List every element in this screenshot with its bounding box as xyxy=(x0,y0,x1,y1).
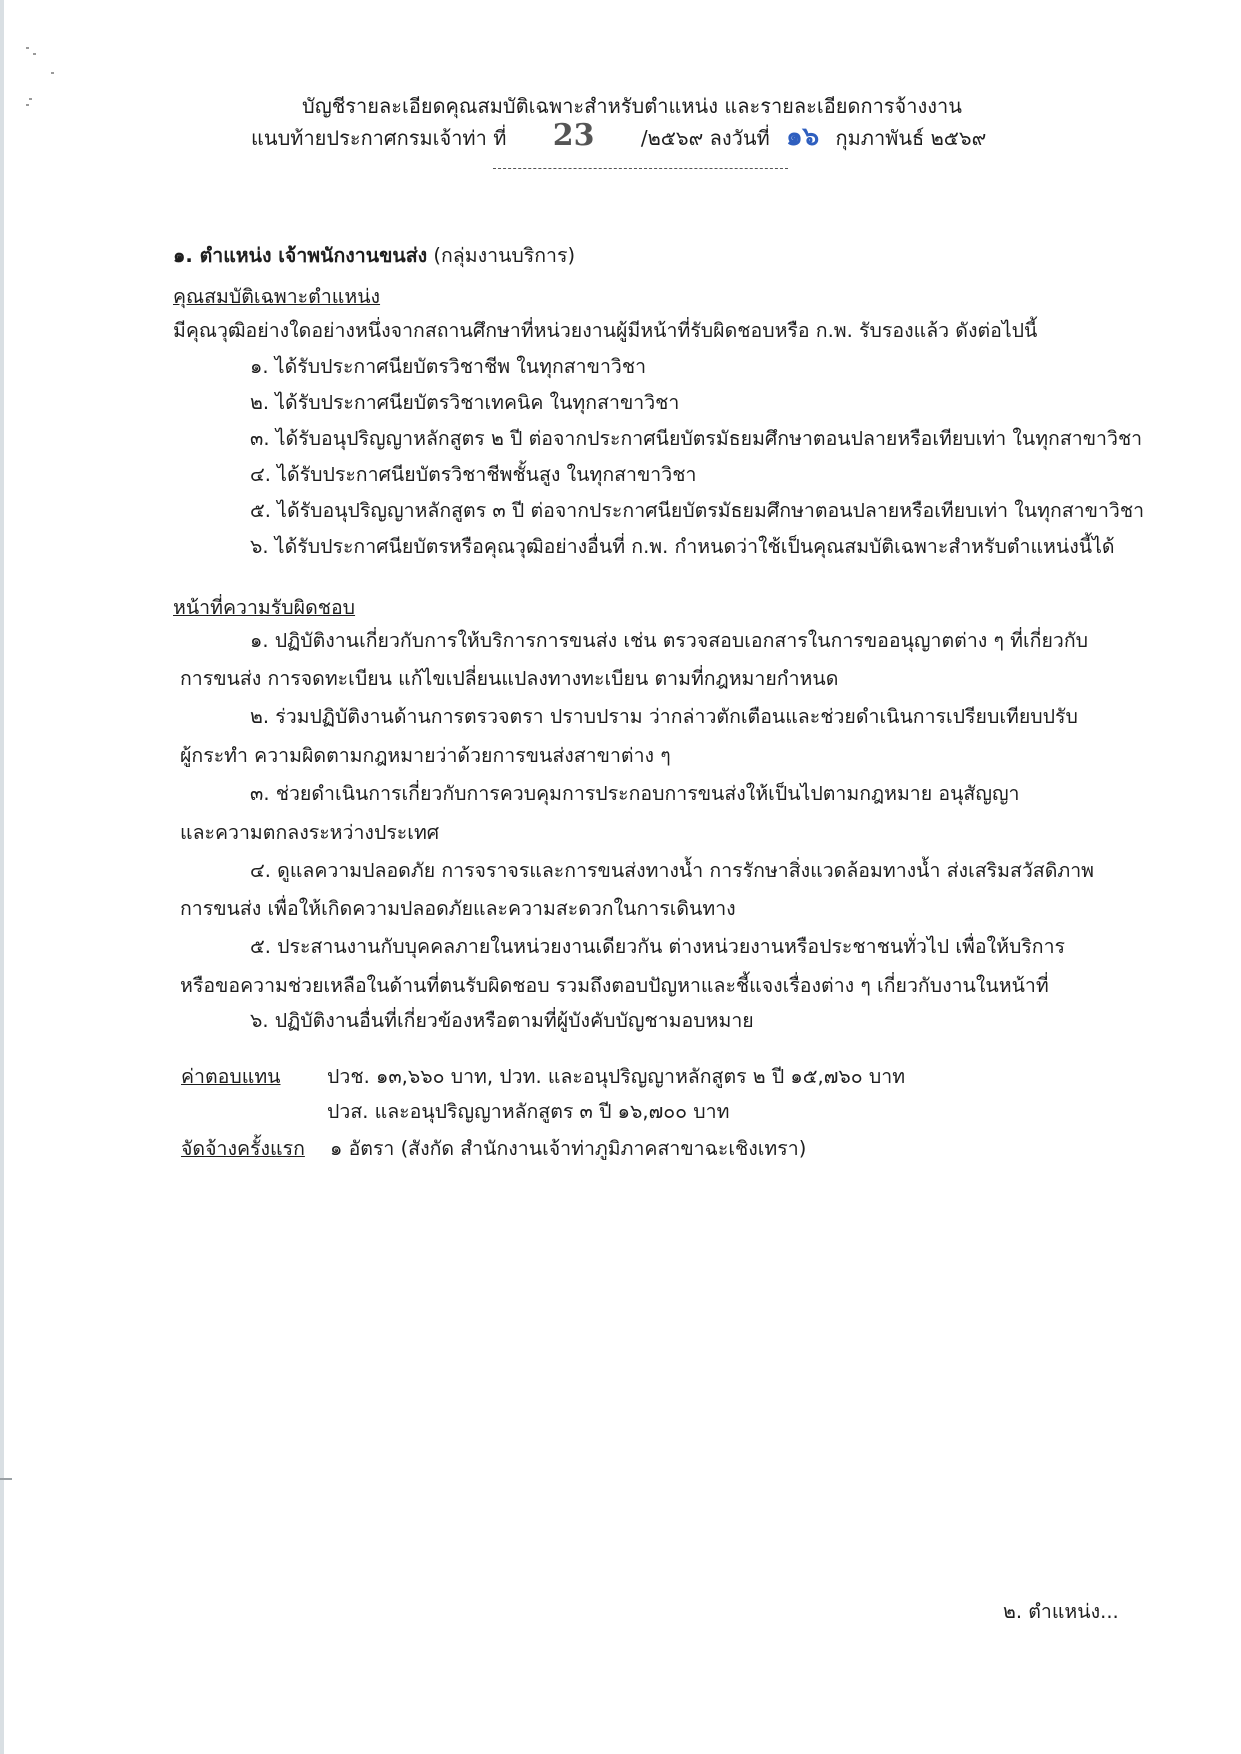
scan-tick-mark xyxy=(0,1478,12,1480)
qualifications-heading: คุณสมบัติเฉพาะตำแหน่ง xyxy=(173,285,381,308)
duty-item-continuation: การขนส่ง เพื่อให้เกิดความปลอดภัยและความสะดวกในการเดินทาง xyxy=(180,897,736,920)
position-group: (กลุ่มงานบริการ) xyxy=(433,244,576,267)
compensation-line-1: ปวช. ๑๓,๖๖๐ บาท, ปวท. และอนุปริญญาหลักสูตร ๒ ปี ๑๕,๗๖๐ บาท xyxy=(327,1065,906,1088)
scan-speck xyxy=(26,104,29,106)
duty-item-continuation: หรือขอความช่วยเหลือในด้านที่ตนรับผิดชอบ รวมถึงตอบปัญหาและชี้แจงเรื่องต่าง ๆ เกี่ยวกับงานในหน้าที่ xyxy=(180,974,1049,997)
year-and-date-label: /๒๕๖๙ ลงวันที่ xyxy=(640,126,770,150)
month-year: กุมภาพันธ์ ๒๕๖๙ xyxy=(835,126,987,150)
duty-item: ๓. ช่วยดำเนินการเกี่ยวกับการควบคุมการประกอบการขนส่งให้เป็นไปตามกฎหมาย อนุสัญญา xyxy=(250,782,1020,805)
position-title: ๑. ตำแหน่ง เจ้าพนักงานขนส่ง xyxy=(173,244,428,267)
compensation-label: ค่าตอบแทน xyxy=(181,1065,281,1088)
position-heading xyxy=(173,242,575,270)
qualifications-intro: มีคุณวุฒิอย่างใดอย่างหนึ่งจากสถานศึกษาที่หน่วยงานผู้มีหน้าที่รับผิดชอบหรือ ก.พ. รับรองแล้ว ดังต่อไปนี้ xyxy=(173,319,1038,342)
document-title: บัญชีรายละเอียดคุณสมบัติเฉพาะสำหรับตำแหน่ง และรายละเอียดการจ้างงาน xyxy=(302,94,962,118)
compensation-line-2: ปวส. และอนุปริญญาหลักสูตร ๓ ปี ๑๖,๗๐๐ บาท xyxy=(327,1100,730,1123)
scan-speck xyxy=(51,72,54,74)
annex-prefix: แนบท้ายประกาศกรมเจ้าท่า ที่ xyxy=(251,126,507,150)
duty-item: ๑. ปฏิบัติงานเกี่ยวกับการให้บริการการขนส่ง เช่น ตรวจสอบเอกสารในการขออนุญาตต่าง ๆ ที่เกี่ยวกับ xyxy=(250,629,1089,652)
duty-item-continuation: การขนส่ง การจดทะเบียน แก้ไขเปลี่ยนแปลงทางทะเบียน ตามที่กฎหมายกำหนด xyxy=(180,667,839,690)
duty-item-continuation: และความตกลงระหว่างประเทศ xyxy=(180,821,440,844)
qualification-item: ๖. ได้รับประกาศนียบัตรหรือคุณวุฒิอย่างอื่นที่ ก.พ. กำหนดว่าใช้เป็นคุณสมบัติเฉพาะสำหรับตำแหน่งนี้ได้ xyxy=(250,535,1115,558)
first-hire-label: จัดจ้างครั้งแรก xyxy=(181,1137,305,1160)
duty-item-continuation: ผู้กระทำ ความผิดตามกฎหมายว่าด้วยการขนส่งสาขาต่าง ๆ xyxy=(180,744,671,767)
qualification-item: ๑. ได้รับประกาศนียบัตรวิชาชีพ ในทุกสาขาวิชา xyxy=(250,355,647,378)
first-hire-value: ๑ อัตรา (สังกัด สำนักงานเจ้าท่าภูมิภาคสาขาฉะเชิงเทรา) xyxy=(330,1137,807,1160)
qualification-item: ๔. ได้รับประกาศนียบัตรวิชาชีพชั้นสูง ในทุกสาขาวิชา xyxy=(250,463,697,486)
duty-item: ๕. ประสานงานกับบุคคลภายในหน่วยงานเดียวกัน ต่างหน่วยงานหรือประชาชนทั่วไป เพื่อให้บริการ xyxy=(250,935,1066,958)
scan-speck xyxy=(33,53,36,55)
duty-item: ๒. ร่วมปฏิบัติงานด้านการตรวจตรา ปราบปราม ว่ากล่าวตักเตือนและช่วยดำเนินการเปรียบเทียบปรับ xyxy=(250,705,1078,728)
qualification-item: ๓. ได้รับอนุปริญญาหลักสูตร ๒ ปี ต่อจากประกาศนียบัตรมัธยมศึกษาตอนปลายหรือเทียบเท่า ในทุกสาขาวิชา xyxy=(250,427,1143,450)
scan-edge xyxy=(0,0,4,1754)
compensation-row xyxy=(181,1063,281,1091)
duty-item: ๖. ปฏิบัติงานอื่นที่เกี่ยวข้องหรือตามที่ผู้บังคับบัญชามอบหมาย xyxy=(250,1009,754,1032)
annex-reference-line xyxy=(251,118,987,153)
handwritten-day: ๑๖ xyxy=(786,122,820,152)
header-divider xyxy=(493,168,788,169)
qualification-item: ๕. ได้รับอนุปริญญาหลักสูตร ๓ ปี ต่อจากประกาศนียบัตรมัธยมศึกษาตอนปลายหรือเทียบเท่า ในทุกสาขาวิชา xyxy=(250,499,1145,522)
qualification-item: ๒. ได้รับประกาศนียบัตรวิชาเทคนิค ในทุกสาขาวิชา xyxy=(250,391,680,414)
duties-heading: หน้าที่ความรับผิดชอบ xyxy=(173,596,356,619)
document-number: 23 xyxy=(552,118,595,153)
continued-marker: ๒. ตำแหน่ง... xyxy=(1003,1600,1119,1623)
first-hire-row xyxy=(181,1135,305,1163)
duty-item: ๔. ดูแลความปลอดภัย การจราจรและการขนส่งทางน้ำ การรักษาสิ่งแวดล้อมทางน้ำ ส่งเสริมสวัสดิภาพ xyxy=(250,859,1095,882)
scan-speck xyxy=(26,47,29,49)
scan-speck xyxy=(29,98,32,100)
